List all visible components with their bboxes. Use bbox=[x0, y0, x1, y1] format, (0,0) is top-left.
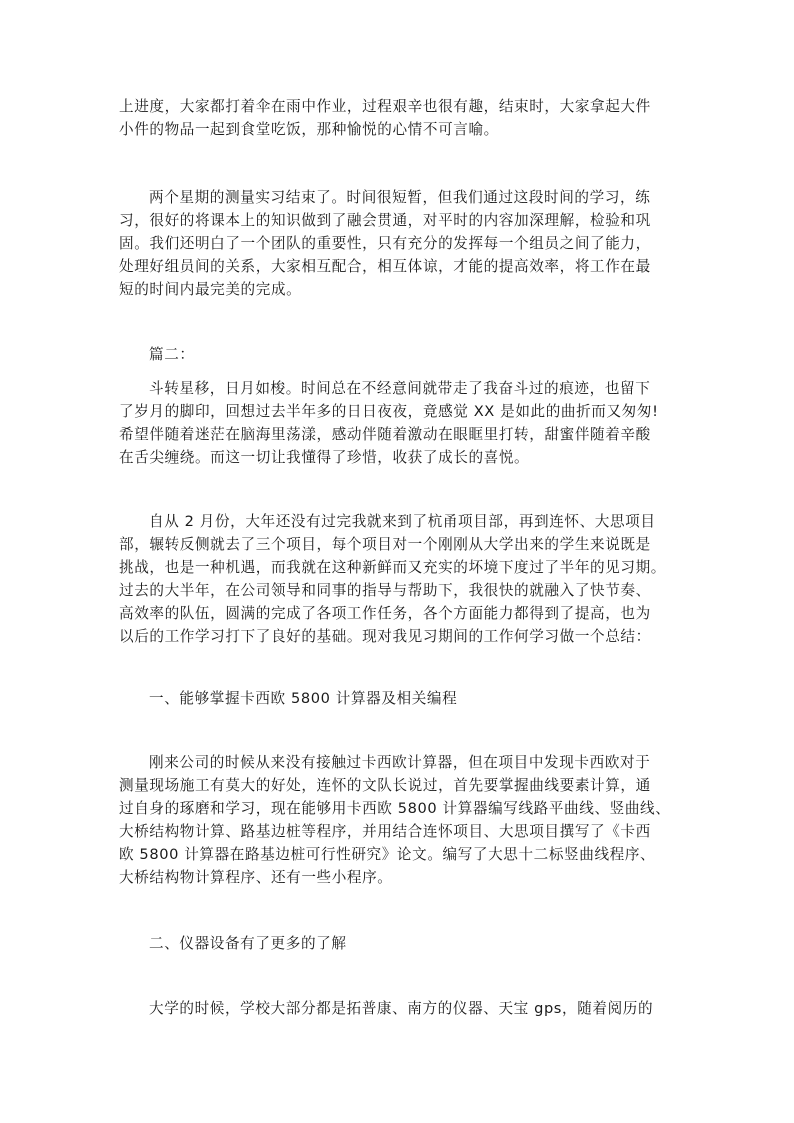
paragraph-casio-details bbox=[119, 751, 684, 889]
paragraph-time-passes bbox=[119, 377, 684, 469]
paragraph-survey-summary bbox=[119, 186, 684, 301]
text-line: 两个星期的测量实习结束了。时间很短暂，但我们通过这段时间的学习，练 bbox=[149, 189, 651, 206]
text-line: 习，很好的将课本上的知识做到了融会贯通，对平时的内容加深理解，检验和巩 bbox=[119, 212, 651, 229]
text-line: 篇二： bbox=[149, 346, 195, 363]
text-line: 过去的大半年，在公司领导和同事的指导与帮助下，我很快的就融入了快节奏、 bbox=[119, 582, 651, 599]
paragraph-internship-intro bbox=[119, 510, 684, 648]
text-line: 了岁月的脚印，回想过去半年多的日日夜夜，竟感觉 XX 是如此的曲折而又匆匆! bbox=[119, 403, 659, 420]
section-heading-casio bbox=[119, 687, 684, 710]
section-heading-instruments bbox=[119, 932, 684, 955]
text-line: 部，辗转反侧就去了三个项目，每个项目对一个刚刚从大学出来的学生来说既是 bbox=[119, 536, 651, 553]
text-line: 处理好组员间的关系，大家相互配合，相互体谅，才能的提高效率，将工作在最 bbox=[119, 258, 651, 275]
text-line: 挑战，也是一种机遇，而我就在这种新鲜而又充实的坏境下度过了半年的见习期。 bbox=[119, 559, 666, 576]
text-line: 希望伴随着迷茫在脑海里荡漾，感动伴随着激动在眼眶里打转，甜蜜伴随着辛酸 bbox=[119, 426, 651, 443]
text-line: 固。我们还明白了一个团队的重要性，只有充分的发挥每一个组员之间了能力， bbox=[119, 235, 651, 252]
text-line: 小件的物品一起到食堂吃饭，那种愉悦的心情不可言喻。 bbox=[119, 121, 499, 138]
text-line: 一、能够掌握卡西欧 5800 计算器及相关编程 bbox=[149, 690, 458, 707]
paragraph-university-instruments bbox=[119, 997, 684, 1020]
text-line: 过自身的琢磨和学习，现在能够用卡西欧 5800 计算器编写线路平曲线、竖曲线、 bbox=[119, 800, 671, 817]
text-line: 大桥结构物计算、路基边桩等程序，并用结合连怀项目、大思项目撰写了《卡西 bbox=[119, 823, 651, 840]
text-line: 在舌尖缠绕。而这一切让我懂得了珍惜，收获了成长的喜悦。 bbox=[119, 449, 530, 466]
text-line: 短的时间内最完美的完成。 bbox=[119, 281, 302, 298]
text-line: 欧 5800 计算器在路基边桩可行性研究》论文。编写了大思十二标竖曲线程序、 bbox=[119, 846, 656, 863]
paragraph-rain-work bbox=[119, 95, 684, 141]
text-line: 上进度，大家都打着伞在雨中作业，过程艰辛也很有趣，结束时，大家拿起大件 bbox=[119, 98, 651, 115]
text-line: 以后的工作学习打下了良好的基础。现对我见习期间的工作何学习做一个总结： bbox=[119, 628, 651, 645]
text-line: 大桥结构物计算程序、还有一些小程序。 bbox=[119, 869, 393, 886]
section-heading-part-two bbox=[119, 343, 684, 366]
text-line: 高效率的队伍，圆满的完成了各项工作任务，各个方面能力都得到了提高，也为 bbox=[119, 605, 651, 622]
text-line: 自从 2 月份，大年还没有过完我就来到了杭甬项目部，再到连怀、大思项目 bbox=[149, 513, 656, 530]
text-line: 斗转星移，日月如梭。时间总在不经意间就带走了我奋斗过的痕迹，也留下 bbox=[149, 380, 651, 397]
text-line: 大学的时候，学校大部分都是拓普康、南方的仪器、天宝 gps，随着阅历的 bbox=[149, 1000, 654, 1017]
text-line: 测量现场施工有莫大的好处，连怀的文队长说过，首先要掌握曲线要素计算，通 bbox=[119, 777, 651, 794]
text-line: 刚来公司的时候从来没有接触过卡西欧计算器，但在项目中发现卡西欧对于 bbox=[149, 754, 651, 771]
text-line: 二、仪器设备有了更多的了解 bbox=[149, 935, 347, 952]
